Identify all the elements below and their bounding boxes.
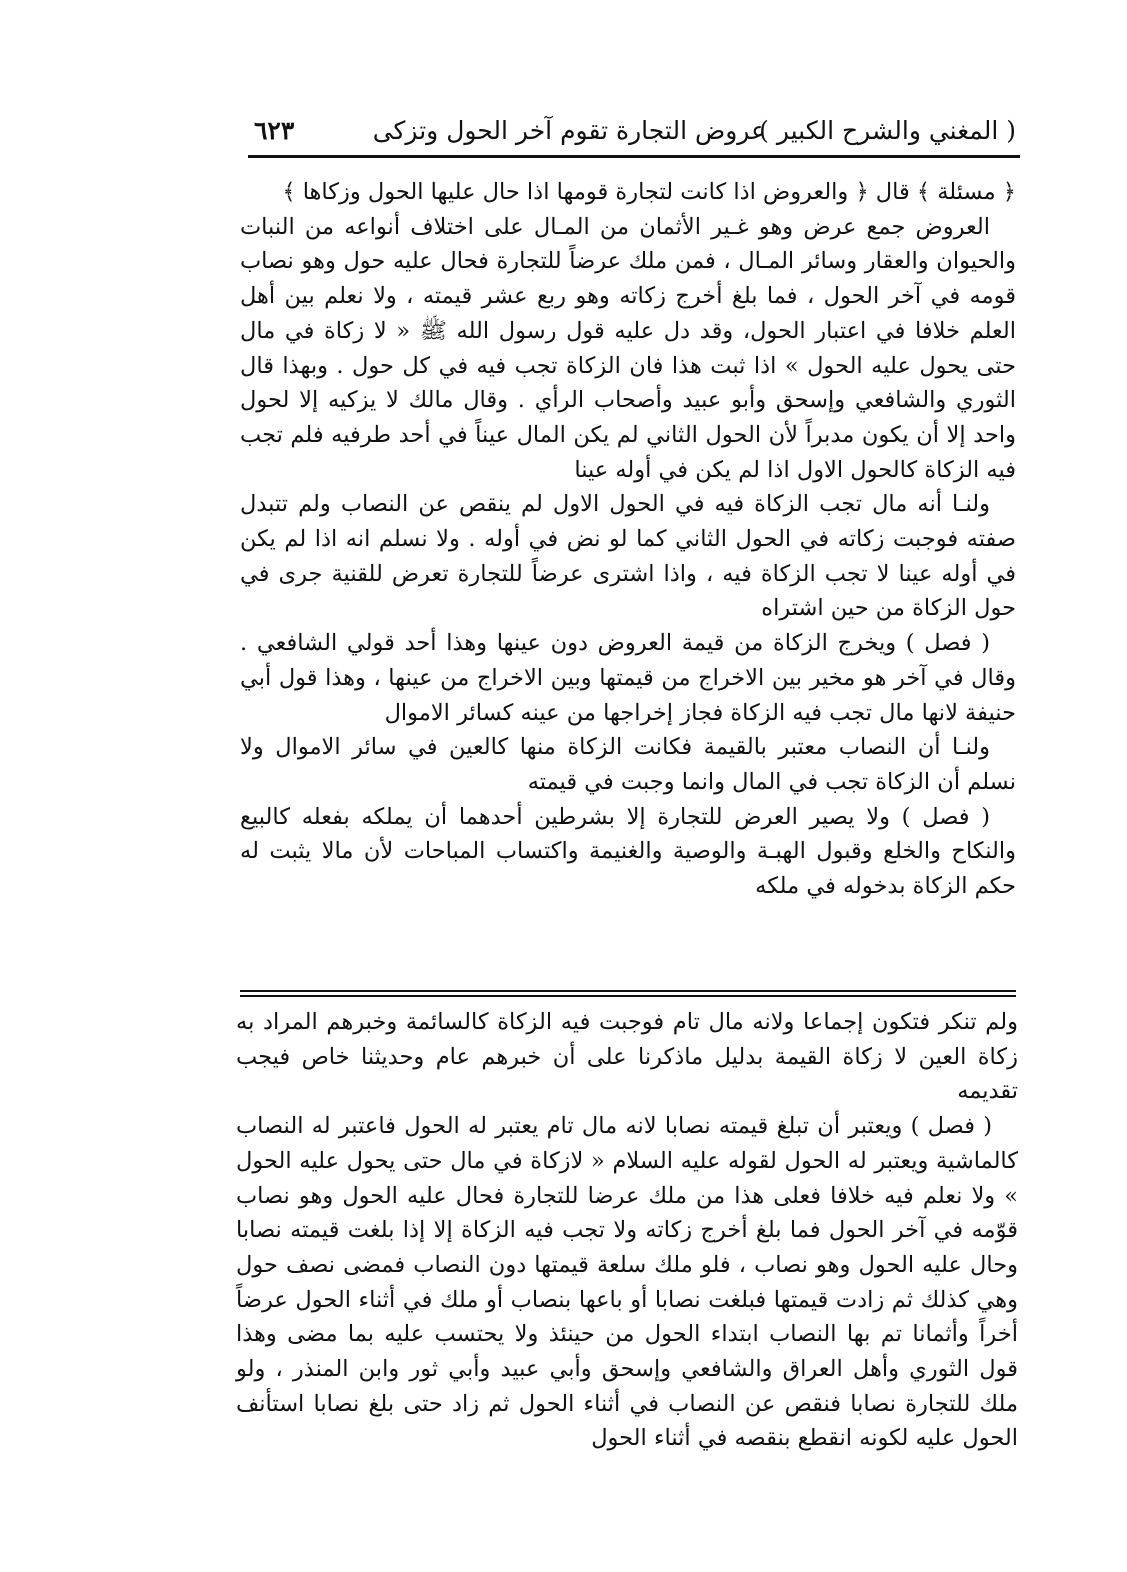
paragraph-nisab: ولنـا أن النصاب معتبر بالقيمة فكانت الزكاة منها كالعين في سائر الاموال ولا نسلم أن الزكاة تجب في المال وانما وجبت في قيمته — [240, 734, 1016, 795]
main-text-block — [240, 175, 1016, 904]
lower-text-block — [236, 1005, 1018, 1456]
paragraph-definition: العروض جمع عرض وهو غـير الأثمان من المـال على اختلاف أنواعه من النبات والحيوان والعقار وسائر المـال ، فمن ملك عرضاً للتجارة فحال عليه حول وهو نصاب قومه في آخر الحول ، فما بلغ أخرج زكاته وهو ربع عشر قيمته ، ولا نعلم بين أهل العلم خلافا في اعتبار الحول، وقد دل عليه قول رسول الله ﷺ « لا زكاة في مال حتى يحول عليه الحول » اذا ثبت هذا فان الزكاة تجب فيه في كل حول . وبهذا قال الثوري والشافعي وإسحق وأبو عبيد وأصحاب الرأي . وقال مالك لا يزكيه إلا لحول واحد إلا أن يكون مدبراً لأن الحول الثاني لم يكن المال عيناً في أحد طرفيه فلم تجب فيه الزكاة كالحول الاول اذا لم يكن في أوله عينا — [240, 213, 1016, 483]
header-rule — [248, 155, 1020, 158]
paragraph-fasl-value: ( فصل ) ويخرج الزكاة من قيمة العروض دون عينها وهذا أحد قولي الشافعي . وقال في آخر هو مخير بين الاخراج من قيمتها وبين الاخراج من عينها ، وهذا قول أبي حنيفة لانها مال تجب فيه الزكاة فجاز إخراجها من عينه كسائر الاموال — [240, 630, 1016, 726]
running-header — [248, 108, 1016, 154]
paragraph-fasl-nisab-hawl: ( فصل ) ويعتبر أن تبلغ قيمته نصابا لانه مال تام يعتبر له الحول فاعتبر له النصاب كالماشية ويعتبر له الحول لقوله عليه السلام « لازكاة في مال حتى يحول عليه الحول » ولا نعلم فيه خلافا فعلى هذا من ملك عرضا للتجارة فحال عليه الحول وهو نصاب قوّمه في آخر الحول فما بلغ أخرج زكاته ولا تجب فيه الزكاة إلا إذا بلغت قيمته نصابا وحال عليه الحول وهو نصاب ، فلو ملك سلعة قيمتها دون النصاب فمضى نصف حول وهي كذلك ثم زادت قيمتها فبلغت نصابا أو باعها بنصاب أو ملك في أثناء الحول عرضاً أخراً وأثمانا تم بها النصاب ابتداء الحول من حينئذ ولا يحتسب عليه بما مضى وهذا قول الثوري وأهل العراق والشافعي وإسحق وأبي عبيد وأبي ثور وابن المنذر ، ولو ملك للتجارة نصابا فنقص عن النصاب في أثناء الحول ثم زاد حتى بلغ نصابا استأنف الحول عليه لكونه انقطع بنقصه في أثناء الحول — [236, 1113, 1018, 1452]
page-number: ٦٢٣ — [254, 116, 295, 145]
issue-heading: ﴿ مسئلة ﴾ قال ﴿ والعروض اذا كانت لتجارة قومها اذا حال عليها الحول وزكاها ﴾ — [282, 179, 1016, 205]
book-title: ( المغني والشرح الكبير ) — [759, 116, 1016, 145]
section-topic: عروض التجارة تقوم آخر الحول وتزكى — [372, 116, 766, 145]
section-divider — [240, 990, 1016, 997]
paragraph-argument: ولنـا أنه مال تجب الزكاة فيه في الحول الاول لم ينقص عن النصاب ولم تتبدل صفته فوجبت زكاته في الحول الثاني كما لو نض في أوله . ولا نسلم انه اذا لم يكن في أوله عينا لا تجب الزكاة فيه ، واذا اشترى عرضاً للتجارة تعرض للقنية جرى في حول الزكاة من حين اشتراه — [240, 491, 1016, 622]
paragraph-consensus: ولم تنكر فتكون إجماعا ولانه مال تام فوجبت فيه الزكاة كالسائمة وخبرهم المراد به زكاة العين لا زكاة القيمة بدليل ماذكرنا على أن خبرهم عام وحديثنا خاص فيجب تقديمه — [236, 1009, 1018, 1105]
paragraph-fasl-conditions: ( فصل ) ولا يصير العرض للتجارة إلا بشرطين أحدهما أن يملكه بفعله كالبيع والنكاح والخلع وقبول الهبـة والوصية والغنيمة واكتساب المباحات لأن مالا يثبت له حكم الزكاة بدخوله في ملكه — [240, 803, 1016, 900]
